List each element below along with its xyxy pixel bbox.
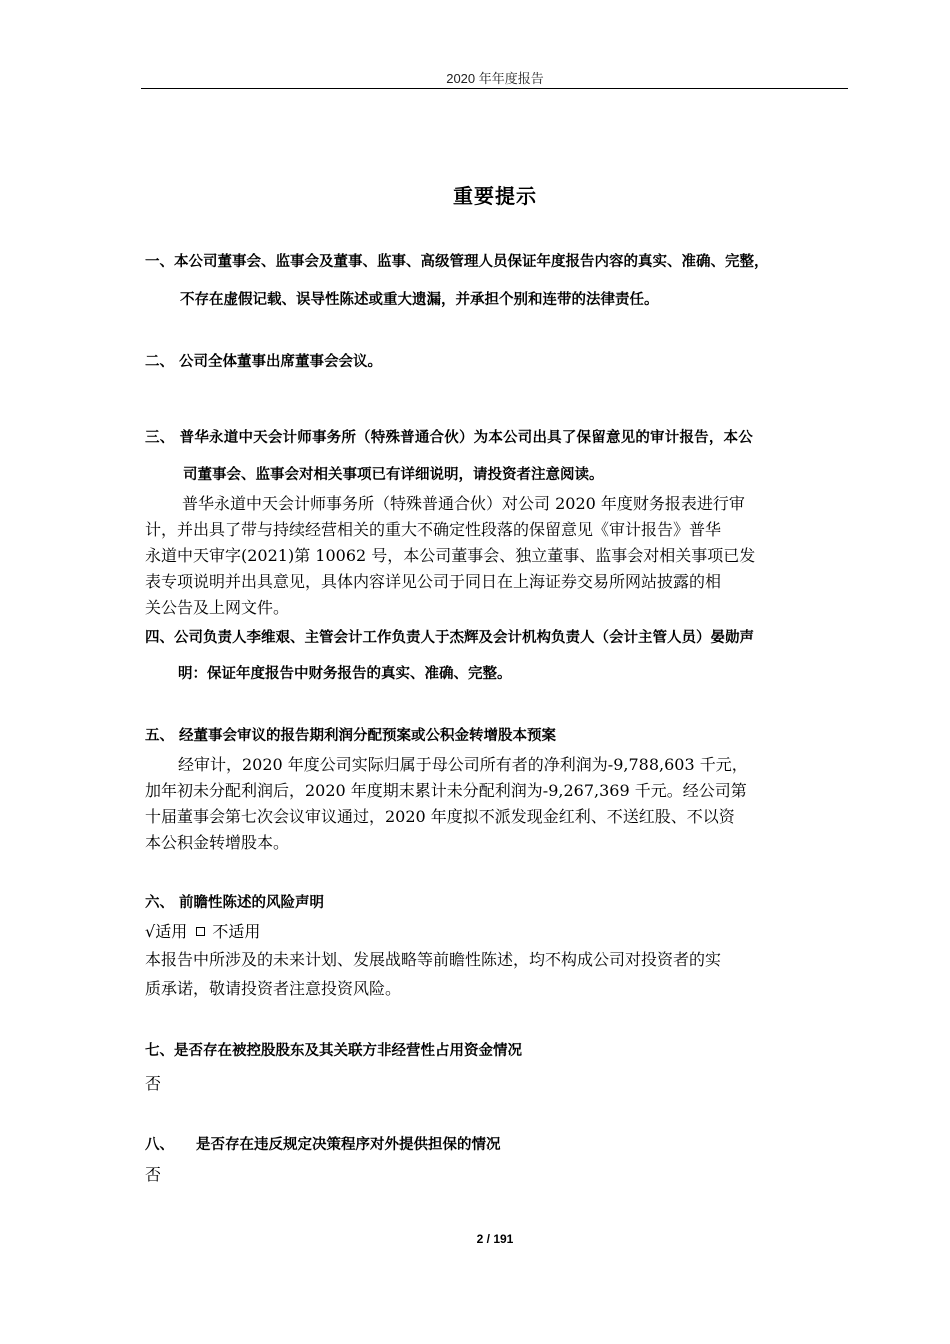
not-applicable-label: 不适用: [212, 922, 261, 941]
section-5-body-1: 经审计，2020 年度公司实际归属于母公司所有者的净利润为-9,788,603 千元，: [178, 755, 748, 774]
header-rule: [141, 88, 848, 89]
page-header: 2020 年年度报告: [446, 71, 544, 86]
applicability-row: [145, 919, 260, 942]
page-number: 2 / 191: [476, 1232, 514, 1246]
section-8-answer: 否: [145, 1165, 162, 1184]
section-6-body-2: 质承诺，敬请投资者注意投资风险。: [145, 979, 402, 998]
section-5-line-1: 五、 经董事会审议的报告期利润分配预案或公积金转增股本预案: [145, 728, 557, 744]
section-1-line-2: 不存在虚假记载、误导性陈述或重大遗漏，并承担个别和连带的法律责任。: [180, 292, 659, 308]
section-5-body-4: 本公积金转增股本。: [145, 833, 290, 852]
page-title: 重要提示: [453, 184, 537, 208]
section-6-line-1: 六、 前瞻性陈述的风险声明: [145, 895, 325, 911]
section-2-line-1: 二、 公司全体董事出席董事会会议。: [145, 354, 383, 370]
section-8-line-1: 是否存在违反规定决策程序对外提供担保的情况: [196, 1137, 501, 1153]
section-8-prefix: 八、: [145, 1137, 174, 1153]
section-3-body-5: 关公告及上网文件。: [145, 598, 290, 617]
section-4-line-1: 四、公司负责人李维艰、主管会计工作负责人于杰辉及会计机构负责人（会计主管人员）晏勋声: [145, 630, 754, 646]
section-1-line-1: 一、本公司董事会、监事会及董事、监事、高级管理人员保证年度报告内容的真实、准确、完整，: [145, 254, 769, 270]
applicable-checked: √适用: [145, 922, 188, 941]
section-5-body-3: 十届董事会第七次会议审议通过，2020 年度拟不派发现金红利、不送红股、不以资: [145, 807, 735, 826]
section-3-line-1: 三、 普华永道中天会计师事务所（特殊普通合伙）为本公司出具了保留意见的审计报告，本公: [145, 430, 753, 446]
section-7-answer: 否: [145, 1074, 162, 1093]
section-3-body-4: 表专项说明并出具意见，具体内容详见公司于同日在上海证券交易所网站披露的相: [145, 572, 722, 591]
section-3-body-3: 永道中天审字(2021)第 10062 号，本公司董事会、独立董事、监事会对相关事项已发: [145, 546, 756, 565]
section-7-line-1: 七、是否存在被控股股东及其关联方非经营性占用资金情况: [145, 1043, 522, 1059]
checkbox-icon: [196, 927, 205, 936]
section-6-body-1: 本报告中所涉及的未来计划、发展战略等前瞻性陈述，均不构成公司对投资者的实: [145, 950, 722, 969]
section-3-body-2: 计，并出具了带与持续经营相关的重大不确定性段落的保留意见《审计报告》普华: [145, 520, 722, 539]
section-5-body-2: 加年初未分配利润后，2020 年度期末累计未分配利润为-9,267,369 千元。经公司第: [145, 781, 747, 800]
section-4-line-2: 明：保证年度报告中财务报告的真实、准确、完整。: [178, 666, 512, 682]
section-3-line-2: 司董事会、监事会对相关事项已有详细说明，请投资者注意阅读。: [183, 467, 604, 483]
section-3-body-1: 普华永道中天会计师事务所（特殊普通合伙）对公司 2020 年度财务报表进行审: [182, 494, 745, 513]
